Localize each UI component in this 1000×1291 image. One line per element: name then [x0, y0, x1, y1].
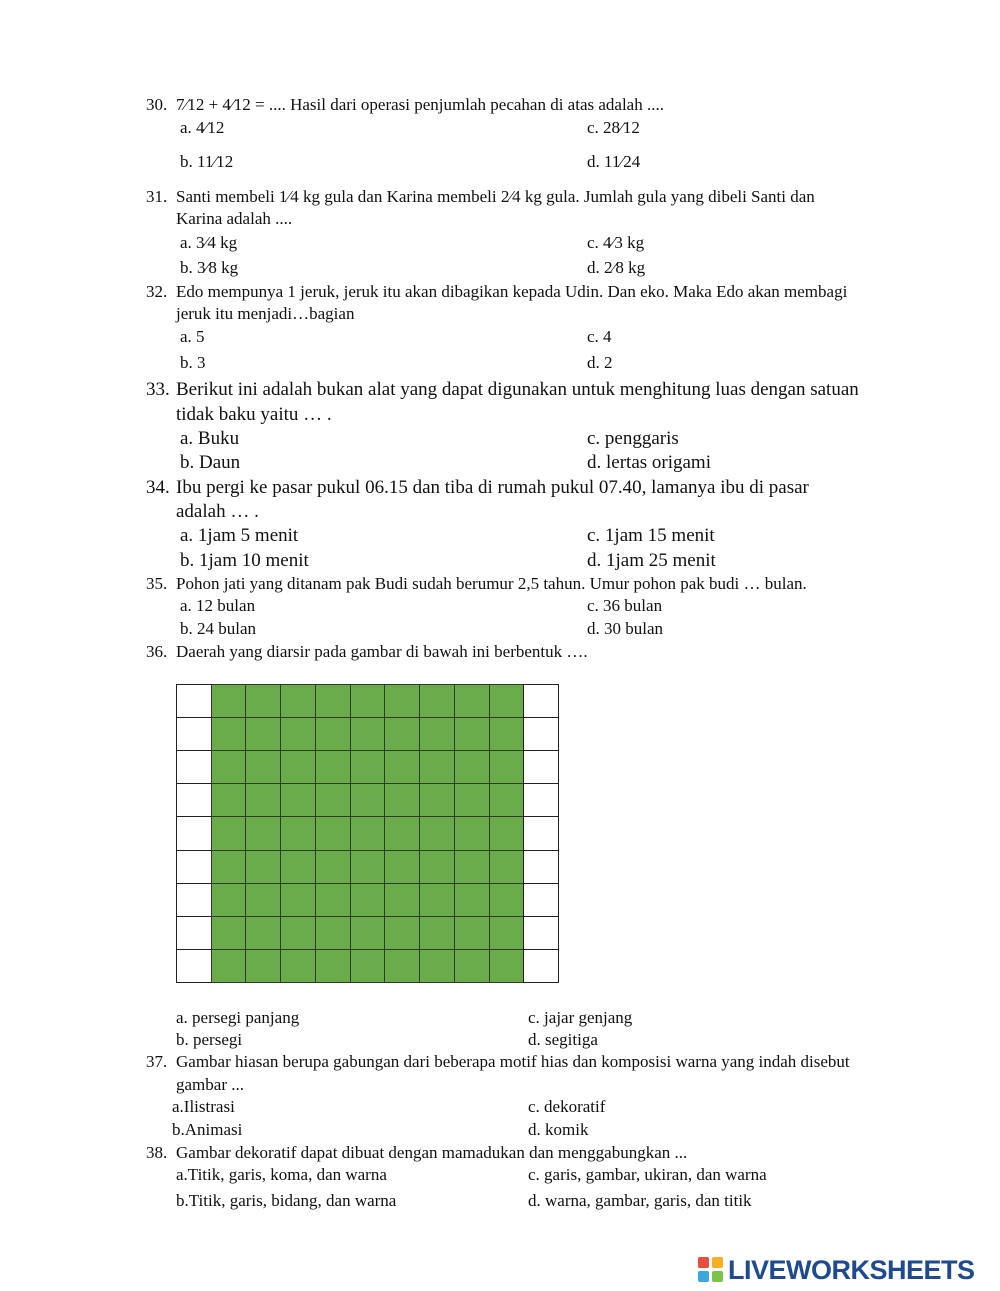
grid-cell-shaded	[280, 717, 316, 751]
grid-cell	[523, 883, 559, 917]
grid-cell	[523, 816, 559, 850]
q31-text-line2: Karina adalah ....	[176, 209, 293, 228]
grid-cell	[176, 850, 212, 884]
q31-option-a[interactable]: a. 3⁄4 kg	[180, 233, 238, 252]
grid-cell	[523, 717, 559, 751]
grid-cell-shaded	[350, 850, 386, 884]
grid-cell	[176, 750, 212, 784]
grid-cell-shaded	[350, 949, 386, 983]
q35-number: 35.	[146, 574, 168, 593]
grid-cell-shaded	[454, 883, 490, 917]
q30-option-b[interactable]: b. 11⁄12	[180, 152, 234, 171]
grid-cell-shaded	[315, 949, 351, 983]
grid-cell-shaded	[454, 949, 490, 983]
grid-cell-shaded	[489, 883, 525, 917]
grid-cell-shaded	[384, 916, 420, 950]
grid-cell	[523, 750, 559, 784]
q30-text: 7⁄12 + 4⁄12 = .... Hasil dari operasi penjumlah pecahan di atas adalah ....	[176, 95, 664, 114]
grid-cell-shaded	[211, 883, 247, 917]
q37-number: 37.	[146, 1052, 168, 1071]
q33-text-line1: Berikut ini adalah bukan alat yang dapat digunakan untuk menghitung luas dengan satuan	[176, 379, 859, 400]
grid-cell	[176, 949, 212, 983]
grid-cell-shaded	[211, 949, 247, 983]
grid-cell-shaded	[315, 816, 351, 850]
q30-option-a[interactable]: a. 4⁄12	[180, 118, 225, 137]
q36-number: 36.	[146, 642, 168, 661]
q37-text-line1: Gambar hiasan berupa gabungan dari beberapa motif hias dan komposisi warna yang indah disebut	[176, 1052, 850, 1071]
q36-option-c[interactable]: c. jajar genjang	[528, 1008, 633, 1027]
q34-option-d[interactable]: d. 1jam 25 menit	[587, 550, 716, 571]
grid-cell-shaded	[384, 783, 420, 817]
grid-cell-shaded	[280, 750, 316, 784]
q30-option-c[interactable]: c. 28⁄12	[587, 118, 640, 137]
q38-option-b[interactable]: b.Titik, garis, bidang, dan warna	[176, 1191, 397, 1210]
grid-cell-shaded	[454, 783, 490, 817]
q36-option-d[interactable]: d. segitiga	[528, 1030, 598, 1049]
grid-cell-shaded	[489, 949, 525, 983]
grid-cell-shaded	[280, 850, 316, 884]
q31-number: 31.	[146, 187, 168, 206]
q32-text-line2: jeruk itu menjadi…bagian	[176, 304, 355, 323]
logo-blocks-icon	[698, 1257, 724, 1283]
q32-option-a[interactable]: a. 5	[180, 327, 205, 346]
q31-option-c[interactable]: c. 4⁄3 kg	[587, 233, 645, 252]
liveworksheets-logo	[698, 1256, 975, 1284]
grid-cell	[176, 684, 212, 718]
grid-cell-shaded	[245, 883, 281, 917]
q38-number: 38.	[146, 1143, 168, 1162]
q33-option-b[interactable]: b. Daun	[180, 452, 241, 473]
grid-cell-shaded	[454, 684, 490, 718]
grid-cell-shaded	[211, 684, 247, 718]
grid-cell-shaded	[211, 783, 247, 817]
q35-option-d[interactable]: d. 30 bulan	[587, 619, 664, 638]
grid-cell-shaded	[384, 717, 420, 751]
q38-option-c[interactable]: c. garis, gambar, ukiran, dan warna	[528, 1165, 767, 1184]
grid-cell	[523, 684, 559, 718]
grid-cell-shaded	[350, 750, 386, 784]
grid-cell-shaded	[315, 750, 351, 784]
grid-cell-shaded	[350, 916, 386, 950]
q31-option-d[interactable]: d. 2⁄8 kg	[587, 258, 646, 277]
q37-option-b[interactable]: b.Animasi	[172, 1120, 243, 1139]
liveworksheets-wordmark: LIVEWORKSHEETS	[728, 1254, 975, 1285]
q34-number: 34.	[146, 477, 170, 498]
grid-cell	[176, 883, 212, 917]
grid-cell-shaded	[211, 850, 247, 884]
q33-text-line2: tidak baku yaitu … .	[176, 404, 332, 425]
q32-option-b[interactable]: b. 3	[180, 353, 206, 372]
grid-cell-shaded	[350, 783, 386, 817]
grid-cell-shaded	[245, 684, 281, 718]
grid-cell-shaded	[280, 684, 316, 718]
grid-cell-shaded	[280, 883, 316, 917]
q33-option-c[interactable]: c. penggaris	[587, 428, 679, 449]
q35-option-b[interactable]: b. 24 bulan	[180, 619, 257, 638]
grid-cell-shaded	[454, 750, 490, 784]
grid-cell-shaded	[245, 850, 281, 884]
grid-cell-shaded	[211, 816, 247, 850]
grid-cell-shaded	[315, 916, 351, 950]
grid-cell-shaded	[245, 949, 281, 983]
grid-cell-shaded	[489, 750, 525, 784]
q36-option-a[interactable]: a. persegi panjang	[176, 1008, 300, 1027]
grid-cell-shaded	[280, 949, 316, 983]
grid-cell-shaded	[489, 717, 525, 751]
q32-text-line1: Edo mempunya 1 jeruk, jeruk itu akan dibagikan kepada Udin. Dan eko. Maka Edo akan membagi	[176, 282, 848, 301]
grid-cell-shaded	[280, 916, 316, 950]
q38-option-d[interactable]: d. warna, gambar, garis, dan titik	[528, 1191, 752, 1210]
q37-text-line2: gambar ...	[176, 1075, 244, 1094]
grid-cell-shaded	[211, 717, 247, 751]
grid-cell-shaded	[350, 816, 386, 850]
grid-cell-shaded	[245, 717, 281, 751]
grid-cell-shaded	[419, 750, 455, 784]
q38-text: Gambar dekoratif dapat dibuat dengan mamadukan dan menggabungkan ...	[176, 1143, 688, 1162]
grid-cell	[523, 850, 559, 884]
grid-cell	[176, 816, 212, 850]
grid-cell-shaded	[350, 883, 386, 917]
grid-cell-shaded	[419, 850, 455, 884]
grid-cell-shaded	[384, 750, 420, 784]
grid-cell-shaded	[454, 717, 490, 751]
q37-option-c[interactable]: c. dekoratif	[528, 1097, 606, 1116]
grid-cell-shaded	[315, 850, 351, 884]
grid-cell-shaded	[419, 883, 455, 917]
q37-option-a[interactable]: a.Ilistrasi	[172, 1097, 235, 1116]
grid-cell	[176, 783, 212, 817]
grid-cell	[523, 916, 559, 950]
grid-cell-shaded	[245, 916, 281, 950]
grid-cell-shaded	[454, 850, 490, 884]
grid-cell-shaded	[489, 684, 525, 718]
q32-option-c[interactable]: c. 4	[587, 327, 612, 346]
q34-text-line1: Ibu pergi ke pasar pukul 06.15 dan tiba di rumah pukul 07.40, lamanya ibu di pasar	[176, 477, 809, 498]
grid-cell-shaded	[280, 816, 316, 850]
grid-cell	[176, 916, 212, 950]
q35-text: Pohon jati yang ditanam pak Budi sudah berumur 2,5 tahun. Umur pohon pak budi … bulan.	[176, 574, 807, 593]
q31-option-b[interactable]: b. 3⁄8 kg	[180, 258, 239, 277]
grid-cell-shaded	[350, 684, 386, 718]
grid-cell	[523, 783, 559, 817]
grid-cell-shaded	[350, 717, 386, 751]
grid-cell-shaded	[315, 783, 351, 817]
q38-option-a[interactable]: a.Titik, garis, koma, dan warna	[176, 1165, 387, 1184]
grid-cell-shaded	[419, 949, 455, 983]
grid-cell-shaded	[419, 816, 455, 850]
grid-cell-shaded	[384, 684, 420, 718]
grid-cell-shaded	[384, 949, 420, 983]
grid-cell-shaded	[245, 750, 281, 784]
q36-option-b[interactable]: b. persegi	[176, 1030, 243, 1049]
grid-cell-shaded	[489, 850, 525, 884]
grid-cell	[523, 949, 559, 983]
grid-cell-shaded	[211, 750, 247, 784]
q33-option-a[interactable]: a. Buku	[180, 428, 240, 449]
grid-cell-shaded	[315, 717, 351, 751]
q30-number: 30.	[146, 95, 168, 114]
grid-cell-shaded	[280, 783, 316, 817]
grid-cell	[176, 717, 212, 751]
grid-cell-shaded	[419, 916, 455, 950]
grid-cell-shaded	[384, 883, 420, 917]
q37-option-d[interactable]: d. komik	[528, 1120, 589, 1139]
grid-cell-shaded	[419, 717, 455, 751]
grid-cell-shaded	[489, 816, 525, 850]
q33-option-d[interactable]: d. lertas origami	[587, 452, 711, 473]
grid-cell-shaded	[315, 684, 351, 718]
q34-text-line2: adalah … .	[176, 501, 259, 522]
q36-text: Daerah yang diarsir pada gambar di bawah ini berbentuk ….	[176, 642, 588, 661]
grid-cell-shaded	[419, 783, 455, 817]
q34-option-a[interactable]: a. 1jam 5 menit	[180, 525, 299, 546]
grid-cell-shaded	[245, 816, 281, 850]
q30-option-d[interactable]: d. 11⁄24	[587, 152, 641, 171]
q34-option-c[interactable]: c. 1jam 15 menit	[587, 525, 715, 546]
grid-cell-shaded	[489, 916, 525, 950]
q31-text-line1: Santi membeli 1⁄4 kg gula dan Karina membeli 2⁄4 kg gula. Jumlah gula yang dibeli Santi dan	[176, 187, 815, 206]
grid-cell-shaded	[211, 916, 247, 950]
grid-cell-shaded	[454, 916, 490, 950]
grid-cell-shaded	[315, 883, 351, 917]
shaded-grid-figure	[176, 684, 558, 982]
grid-cell-shaded	[384, 850, 420, 884]
grid-cell-shaded	[419, 684, 455, 718]
grid-cell-shaded	[384, 816, 420, 850]
q34-option-b[interactable]: b. 1jam 10 menit	[180, 550, 309, 571]
grid-cell-shaded	[454, 816, 490, 850]
q33-number: 33.	[146, 379, 170, 400]
q32-option-d[interactable]: d. 2	[587, 353, 613, 372]
grid-cell-shaded	[245, 783, 281, 817]
grid-cell-shaded	[489, 783, 525, 817]
q32-number: 32.	[146, 282, 168, 301]
q35-option-c[interactable]: c. 36 bulan	[587, 596, 663, 615]
q35-option-a[interactable]: a. 12 bulan	[180, 596, 256, 615]
